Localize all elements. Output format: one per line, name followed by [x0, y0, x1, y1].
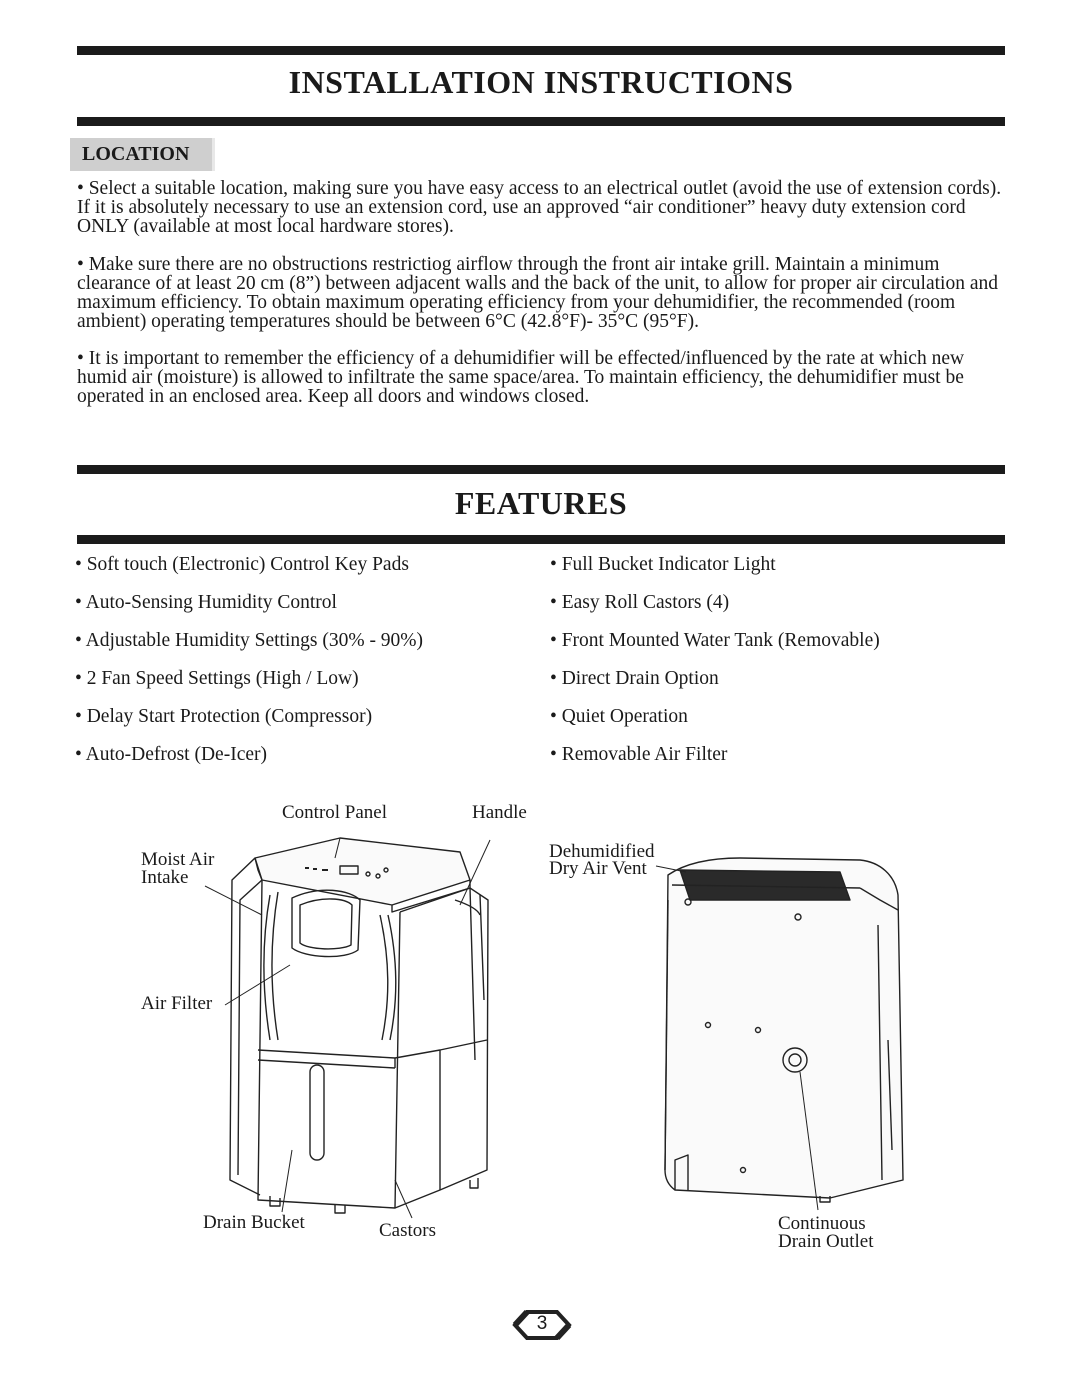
feature-right-2: • Easy Roll Castors (4)	[550, 592, 730, 613]
label-drain-outlet-2: Drain Outlet	[778, 1231, 874, 1252]
location-paragraph-2: • Make sure there are no obstructions restrictiog airflow through the front air intake grill. Maintain a minimum clearance of at least 20 cm (8”) between adjacent walls and the back of the unit, to allow for proper air circulation and maximum efficiency. To obtain maximum operating efficiency from your dehumidifier, the recommended (room ambient) operating temperatures should be between 6°C (42.8°F)- 35°C (95°F).	[77, 254, 998, 332]
front-unit-drawing	[230, 838, 488, 1213]
features-title: FEATURES	[454, 485, 628, 521]
label-drain-outlet-1: Continuous	[778, 1213, 866, 1234]
feature-right-3: • Front Mounted Water Tank (Removable)	[550, 630, 880, 651]
page-number-badge	[511, 1304, 573, 1346]
feature-right-4: • Direct Drain Option	[550, 668, 719, 689]
location-paragraph-3: • It is important to remember the efficiency of a dehumidifier will be effected/influenced by the rate at which new humid air (moisture) is allowed to infiltrate the same space/area. To maintain efficiency, the dehumidifier must be operated in an enclosed area. Keep all doors and windows closed.	[77, 348, 965, 407]
feature-right-1: • Full Bucket Indicator Light	[550, 554, 776, 575]
feature-left-4: • 2 Fan Speed Settings (High / Low)	[75, 668, 359, 689]
label-moist-air-2: Intake	[141, 867, 189, 888]
location-tab: LOCATION	[70, 138, 215, 171]
feature-left-5: • Delay Start Protection (Compressor)	[75, 706, 373, 727]
label-air-filter: Air Filter	[141, 993, 213, 1014]
drain-bucket-leader	[282, 1150, 292, 1212]
feature-right-5: • Quiet Operation	[550, 706, 688, 727]
moist-air-leader	[205, 886, 262, 915]
label-moist-air-1: Moist Air	[141, 849, 215, 870]
feature-right-6: • Removable Air Filter	[550, 744, 728, 765]
label-drain-bucket: Drain Bucket	[203, 1212, 305, 1233]
feature-left-3: • Adjustable Humidity Settings (30% - 90%)	[75, 630, 424, 651]
feature-left-2: • Auto-Sensing Humidity Control	[75, 592, 337, 613]
feature-left-1: • Soft touch (Electronic) Control Key Pads	[75, 554, 409, 575]
label-castors: Castors	[379, 1220, 436, 1241]
castors-leader	[395, 1180, 412, 1218]
label-handle: Handle	[472, 802, 527, 823]
location-paragraph-1: • Select a suitable location, making sure you have easy access to an electrical outlet (avoid the use of extension cords). If it is absolutely necessary to use an extension cord, use an approved “air conditioner” heavy duty extension cord ONLY (available at most local hardware stores).	[77, 178, 1002, 237]
air-filter-leader	[225, 965, 290, 1005]
installation-title: INSTALLATION INSTRUCTIONS	[288, 64, 794, 100]
label-dry-air-1: Dehumidified	[549, 841, 655, 862]
page-number: 3	[536, 1313, 548, 1334]
label-control-panel: Control Panel	[282, 802, 388, 823]
feature-left-6: • Auto-Defrost (De-Icer)	[75, 744, 267, 765]
back-unit-drawing	[665, 858, 903, 1202]
label-dry-air-2: Dry Air Vent	[549, 858, 647, 879]
